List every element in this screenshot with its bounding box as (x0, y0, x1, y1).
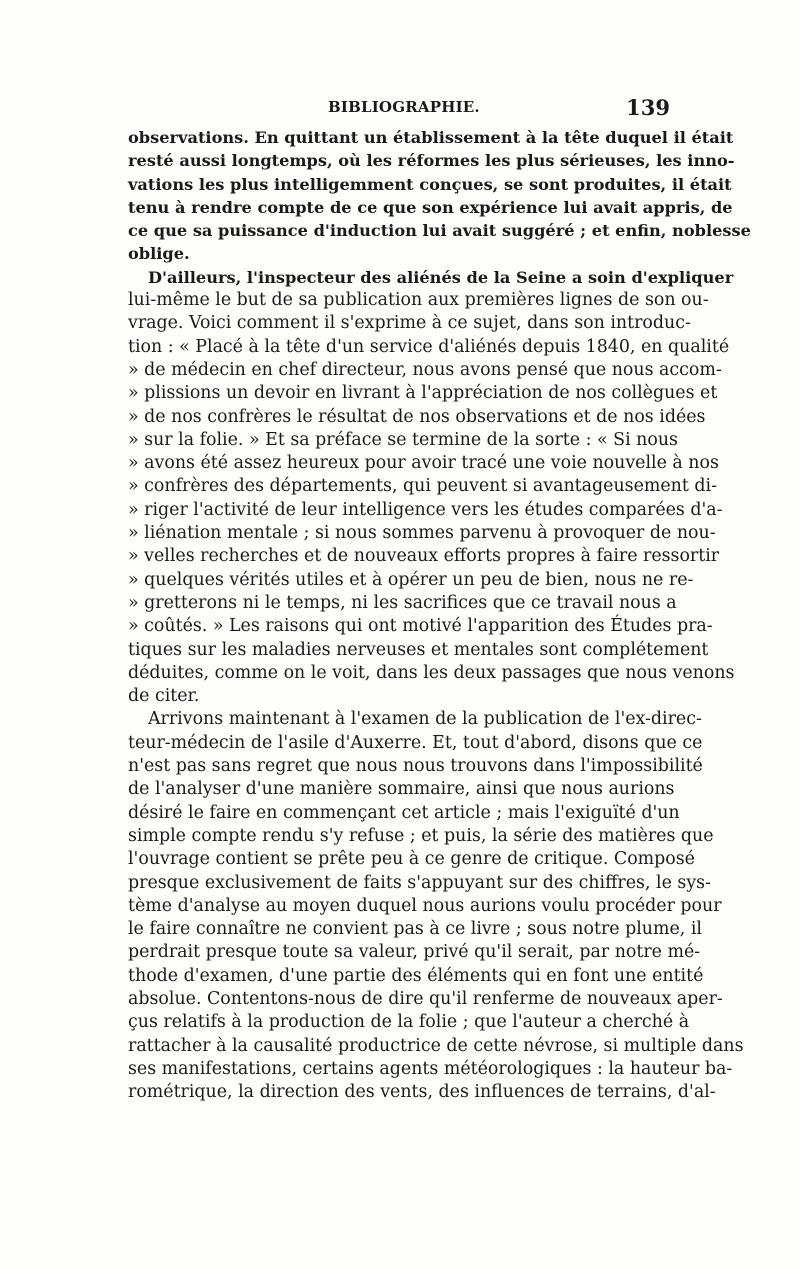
page-header (128, 95, 670, 124)
text-line: tiques sur les maladies nerveuses et mentales sont complétement (128, 639, 709, 660)
text-line: ses manifestations, certains agents météorologiques : la hauteur ba- (128, 1058, 733, 1079)
text-line: » de nos confrères le résultat de nos observations et de nos idées (128, 406, 706, 427)
text-line: » confrères des départements, qui peuvent si avantageusement di- (128, 476, 717, 497)
text-line: de l'analyser d'une manière sommaire, ainsi que nous aurions (128, 779, 675, 800)
running-title: BIBLIOGRAPHIE. (328, 98, 480, 116)
text-line: ce que sa puissance d'induction lui avait suggéré ; et enfin, noblesse (128, 221, 751, 241)
text-line: désiré le faire en commençant cet article ; mais l'exiguïté d'un (128, 802, 680, 823)
body-text (128, 126, 751, 1104)
text-line: » liénation mentale ; si nous sommes parvenu à provoquer de nou- (128, 523, 716, 544)
text-line: oblige. (128, 244, 190, 264)
text-line: » plissions un devoir en livrant à l'appréciation de nos collègues et (128, 383, 718, 404)
text-line: n'est pas sans regret que nous nous trouvons dans l'impossibilité (128, 756, 703, 777)
text-line: » quelques vérités utiles et à opérer un peu de bien, nous ne re- (128, 569, 694, 590)
text-line: presque exclusivement de faits s'appuyant sur des chiffres, le sys- (128, 872, 711, 893)
text-line: simple compte rendu s'y refuse ; et puis, la série des matières que (128, 825, 714, 846)
text-line: » gretterons ni le temps, ni les sacrifices que ce travail nous a (128, 592, 677, 613)
text-line: tion : « Placé à la tête d'un service d'aliénés depuis 1840, en qualité (128, 336, 730, 357)
text-line: tenu à rendre compte de ce que son expérience lui avait appris, de (128, 197, 733, 217)
text-line: Arrivons maintenant à l'examen de la publication de l'ex-direc- (148, 709, 702, 730)
text-line: teur-médecin de l'asile d'Auxerre. Et, tout d'abord, disons que ce (128, 732, 703, 753)
text-line: resté aussi longtemps, où les réformes les plus sérieuses, les inno- (128, 151, 735, 171)
text-line: D'ailleurs, l'inspecteur des aliénés de la Seine a soin d'expliquer (148, 267, 734, 287)
text-line: vations les plus intelligemment conçues, se sont produites, il était (128, 174, 732, 194)
text-line: » de médecin en chef directeur, nous avons pensé que nous accom- (128, 359, 722, 380)
text-line: çus relatifs à la production de la folie ; que l'auteur a cherché à (128, 1012, 690, 1033)
text-line: de citer. (128, 686, 200, 707)
text-line: rométrique, la direction des vents, des influences de terrains, d'al- (128, 1082, 716, 1103)
text-line: déduites, comme on le voit, dans les deux passages que nous venons (128, 662, 735, 683)
text-line: » avons été assez heureux pour avoir tracé une voie nouvelle à nos (128, 453, 719, 474)
page-number: 139 (626, 95, 670, 120)
text-line: perdrait presque toute sa valeur, privé qu'il serait, par notre mé- (128, 942, 701, 963)
text-line: absolue. Contentons-nous de dire qu'il renferme de nouveaux aper- (128, 988, 723, 1009)
text-line: vrage. Voici comment il s'exprime à ce sujet, dans son introduc- (128, 313, 691, 334)
text-line: rattacher à la causalité productrice de cette névrose, si multiple dans (128, 1035, 744, 1056)
text-line: » coûtés. » Les raisons qui ont motivé l'apparition des Études pra- (128, 616, 713, 637)
text-line: tème d'analyse au moyen duquel nous aurions voulu procéder pour (128, 895, 722, 916)
text-line: » riger l'activité de leur intelligence vers les études comparées d'a- (128, 499, 723, 520)
text-line: » sur la folie. » Et sa préface se termine de la sorte : « Si nous (128, 429, 678, 450)
text-line: le faire connaître ne convient pas à ce livre ; sous notre plume, il (128, 919, 702, 940)
text-line: observations. En quittant un établissement à la tête duquel il était (128, 128, 734, 147)
text-line: lui-même le but de sa publication aux premières lignes de son ou- (128, 290, 709, 311)
text-line: l'ouvrage contient se prête peu à ce genre de critique. Composé (128, 849, 695, 870)
text-line: » velles recherches et de nouveaux efforts propres à faire ressortir (128, 546, 720, 567)
text-line: thode d'examen, d'une partie des éléments qui en font une entité (128, 965, 704, 986)
